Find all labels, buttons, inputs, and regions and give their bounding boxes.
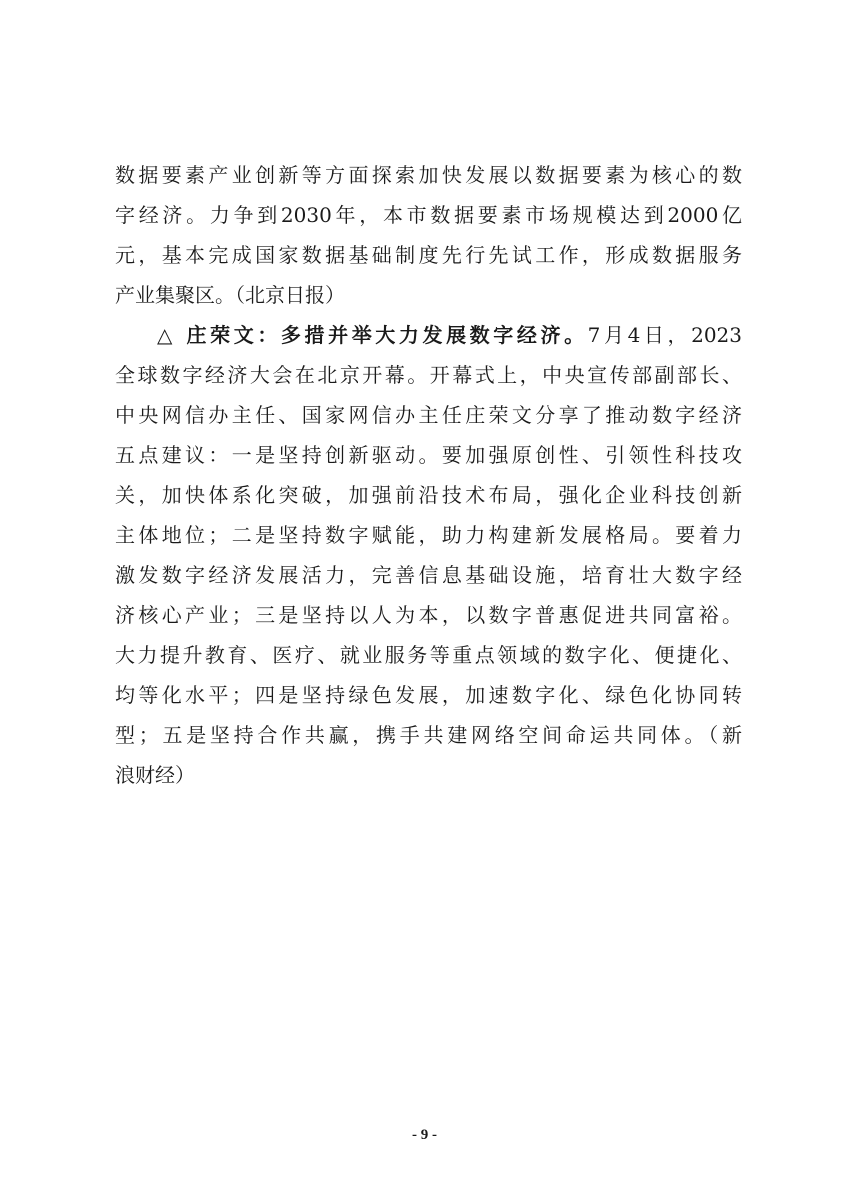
- text-line: 浪财经）: [115, 763, 195, 787]
- text-line: 主体地位；二是坚持数字赋能，助力构建新发展格局。要着力: [115, 523, 742, 547]
- text-line: 字经济。力争到2030年，本市数据要素市场规模达到2000亿: [115, 203, 742, 227]
- news-heading: △ 庄荣文：多措并举大力发展数字经济。: [157, 323, 588, 347]
- text-line: 均等化水平；四是坚持绿色发展，加速数字化、绿色化协同转: [115, 683, 742, 707]
- text-line: 五点建议：一是坚持创新驱动。要加强原创性、引领性科技攻: [115, 443, 742, 467]
- text-line: 关，加快体系化突破，加强前沿技术布局，强化企业科技创新: [115, 483, 742, 507]
- text-line: 济核心产业；三是坚持以人为本，以数字普惠促进共同富裕。: [115, 603, 742, 627]
- text-line: 数据要素产业创新等方面探索加快发展以数据要素为核心的数: [115, 163, 742, 187]
- text-line: 产业集聚区。（北京日报）: [115, 283, 345, 307]
- text-line: 激发数字经济发展活力，完善信息基础设施，培育壮大数字经: [115, 563, 742, 587]
- text-line: 中央网信办主任、国家网信办主任庄荣文分享了推动数字经济: [115, 403, 742, 427]
- page-number: - 9 -: [412, 1127, 437, 1143]
- text-line: 型；五是坚持合作共赢，携手共建网络空间命运共同体。（新: [115, 723, 742, 747]
- text-line: 大力提升教育、医疗、就业服务等重点领域的数字化、便捷化、: [115, 643, 742, 667]
- paragraph-heading-line: [157, 317, 742, 353]
- text-line: 元，基本完成国家数据基础制度先行先试工作，形成数据服务: [115, 243, 742, 267]
- text-line: 全球数字经济大会在北京开幕。开幕式上，中央宣传部副部长、: [115, 363, 742, 387]
- text-fragment: 7月4日，2023: [587, 323, 742, 347]
